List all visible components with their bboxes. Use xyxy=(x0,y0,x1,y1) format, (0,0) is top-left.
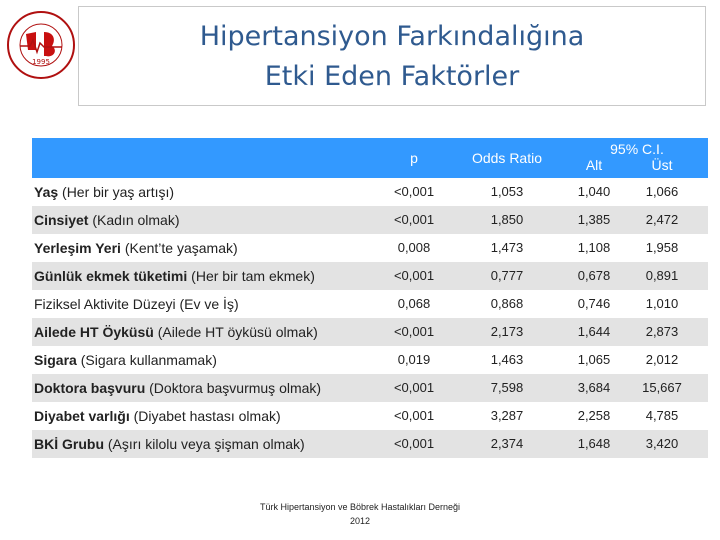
row-label: Günlük ekmek tüketimi (Her bir tam ekmek) xyxy=(34,268,315,284)
row-ci-upper: 1,010 xyxy=(645,296,679,311)
row-ci-lower: 1,065 xyxy=(577,352,611,367)
row-p-value: 0,019 xyxy=(397,352,431,367)
row-label: Yaş (Her bir yaş artışı) xyxy=(34,184,175,200)
header-odds-ratio: Odds Ratio xyxy=(471,150,543,166)
row-label: Cinsiyet (Kadın olmak) xyxy=(34,212,180,228)
table-row xyxy=(32,318,708,346)
row-ci-upper: 3,420 xyxy=(645,436,679,451)
row-ci-lower: 1,108 xyxy=(577,240,611,255)
table-row xyxy=(32,374,708,402)
row-ci-upper: 2,472 xyxy=(645,212,679,227)
footer xyxy=(200,500,520,528)
header-ci: 95% C.I. xyxy=(610,141,664,157)
row-odds-ratio: 1,463 xyxy=(490,352,524,367)
row-p-value: <0,001 xyxy=(393,436,435,451)
slide-title xyxy=(78,6,706,106)
row-odds-ratio: 1,473 xyxy=(490,240,524,255)
row-p-value: <0,001 xyxy=(393,184,435,199)
row-label: Fiziksel Aktivite Düzeyi (Ev ve İş) xyxy=(34,296,239,312)
table-row xyxy=(32,234,708,262)
association-logo xyxy=(6,10,76,80)
row-ci-lower: 1,385 xyxy=(577,212,611,227)
row-ci-lower: 2,258 xyxy=(577,408,611,423)
row-ci-upper: 2,012 xyxy=(645,352,679,367)
row-label: Yerleşim Yeri (Kent’te yaşamak) xyxy=(34,240,238,256)
row-odds-ratio: 1,850 xyxy=(490,212,524,227)
row-label: BKİ Grubu (Aşırı kilolu veya şişman olmak) xyxy=(34,436,305,452)
row-p-value: 0,068 xyxy=(397,296,431,311)
title-line-2: Etki Eden Faktörler xyxy=(264,61,520,92)
row-p-value: <0,001 xyxy=(393,380,435,395)
row-ci-lower: 0,746 xyxy=(577,296,611,311)
footer-organization: Türk Hipertansiyon ve Böbrek Hastalıkları Derneği xyxy=(259,502,461,512)
table-row xyxy=(32,206,708,234)
header-p: p xyxy=(410,150,418,166)
row-ci-lower: 3,684 xyxy=(577,380,611,395)
table-row xyxy=(32,430,708,458)
row-p-value: <0,001 xyxy=(393,324,435,339)
row-odds-ratio: 2,173 xyxy=(490,324,524,339)
row-label: Sigara (Sigara kullanmamak) xyxy=(34,352,217,368)
footer-year: 2012 xyxy=(349,516,371,526)
row-ci-upper: 2,873 xyxy=(645,324,679,339)
row-p-value: <0,001 xyxy=(393,408,435,423)
row-ci-upper: 1,958 xyxy=(645,240,679,255)
row-p-value: <0,001 xyxy=(393,268,435,283)
table-row xyxy=(32,402,708,430)
row-ci-lower: 0,678 xyxy=(577,268,611,283)
table-row xyxy=(32,262,708,290)
row-odds-ratio: 7,598 xyxy=(490,380,524,395)
row-ci-lower: 1,648 xyxy=(577,436,611,451)
row-label: Doktora başvuru (Doktora başvurmuş olmak) xyxy=(34,380,322,396)
title-line-1: Hipertansiyon Farkındalığına xyxy=(199,21,585,52)
row-label: Ailede HT Öyküsü (Ailede HT öyküsü olmak) xyxy=(34,324,318,340)
row-label: Diyabet varlığı (Diyabet hastası olmak) xyxy=(34,408,281,424)
header-ust: Üst xyxy=(651,157,673,173)
logo-year: 1995 xyxy=(32,58,50,66)
row-p-value: 0,008 xyxy=(397,240,431,255)
row-ci-upper: 0,891 xyxy=(645,268,679,283)
header-alt: Alt xyxy=(585,157,603,173)
row-p-value: <0,001 xyxy=(393,212,435,227)
row-ci-upper: 1,066 xyxy=(645,184,679,199)
row-ci-lower: 1,644 xyxy=(577,324,611,339)
row-odds-ratio: 0,777 xyxy=(490,268,524,283)
row-ci-upper: 4,785 xyxy=(645,408,679,423)
row-odds-ratio: 3,287 xyxy=(490,408,524,423)
table-row xyxy=(32,178,708,206)
row-odds-ratio: 2,374 xyxy=(490,436,524,451)
table-header xyxy=(32,138,708,178)
row-ci-lower: 1,040 xyxy=(577,184,611,199)
table-row xyxy=(32,290,708,318)
row-odds-ratio: 0,868 xyxy=(490,296,524,311)
table-row xyxy=(32,346,708,374)
row-odds-ratio: 1,053 xyxy=(490,184,524,199)
row-ci-upper: 15,667 xyxy=(642,380,682,395)
